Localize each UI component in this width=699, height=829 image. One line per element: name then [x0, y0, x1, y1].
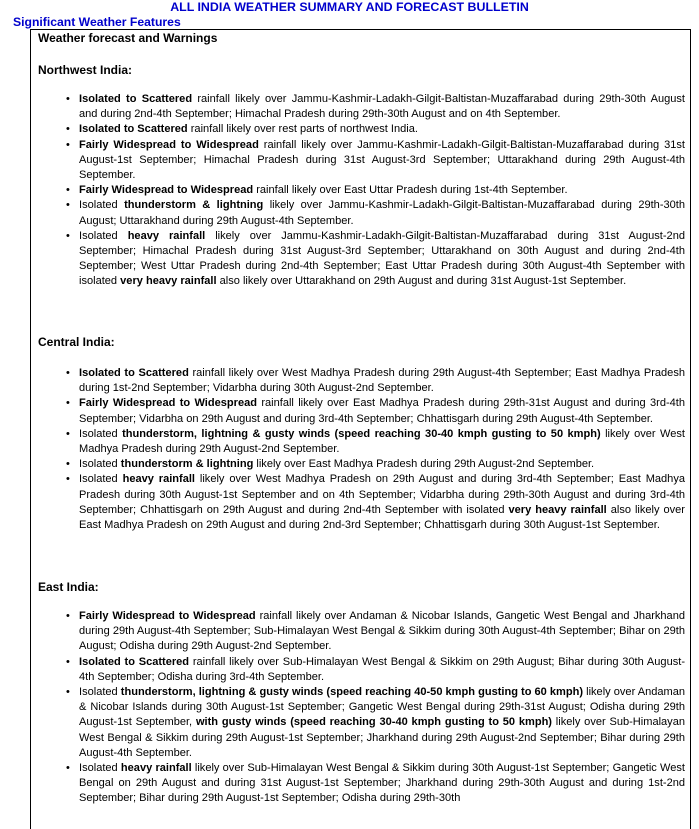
- item-text: likely over Jammu-Kashmir-Ladakh-Gilgit-Baltistan-Muzaffarabad during 31st August-2nd September; Himachal Pradesh during 31st August-3rd September; Uttarakhand on 30th August and during 2nd-4th September; West Uttar Pradesh during 2nd-4th September; East Uttar Pradesh during 30th August-4th September with isolated: [79, 229, 685, 288]
- emphasis-text: Fairly Widespread to Widespread: [79, 138, 259, 151]
- central-list: [0, 366, 699, 533]
- bullet-icon: •: [66, 762, 70, 775]
- bullet-icon: •: [66, 367, 70, 379]
- emphasis-text: Fairly Widespread to Widespread: [79, 397, 257, 410]
- bullet-icon: •: [66, 93, 70, 105]
- item-text: likely over Sub-Himalayan West Bengal & Sikkim during 30th August-1st September; Gangetic West Bengal on 29th August and during 31st August-1st September; Jharkhand during 29th-30th August and during 1st-2nd September; Bihar during 29th August-1st September; Odisha during 29th-30th: [79, 762, 685, 805]
- east-list: [0, 609, 699, 807]
- item-text: rainfall likely over Jammu-Kashmir-Ladakh-Gilgit-Baltistan-Muzaffarabad during 29th-30th August and during 2nd-4th September; Himachal Pradesh during 29th-30th August and on 4th September.: [79, 93, 685, 121]
- item-text: rainfall likely over Sub-Himalayan West Bengal & Sikkim on 29th August; Bihar during 30th August-4th September; Odisha during 3rd-4th September.: [79, 655, 685, 683]
- section-subtitle: Significant Weather Features: [13, 15, 181, 29]
- emphasis-text: heavy rainfall: [122, 473, 196, 486]
- item-text: Isolated: [79, 427, 123, 440]
- item-text: also likely over Uttarakhand on 29th August and during 31st August-1st September.: [216, 275, 627, 288]
- item-text: likely over East Madhya Pradesh during 29th August-2nd September.: [253, 458, 595, 471]
- bullet-icon: •: [66, 138, 70, 151]
- bulletin-item: [0, 229, 699, 290]
- emphasis-text: very heavy rainfall: [120, 275, 217, 288]
- bulletin-item: [0, 396, 699, 426]
- emphasis-text: Isolated to Scattered: [79, 655, 190, 668]
- item-text: rainfall likely over West Madhya Pradesh during 29th August-4th September; East Madhya Pradesh during 1st-2nd September; Vidarbha during 30th August-2nd September.: [79, 367, 685, 395]
- bullet-icon: •: [66, 184, 70, 197]
- bulletin-item: [0, 457, 699, 472]
- bulletin-item: [0, 761, 699, 807]
- emphasis-text: heavy rainfall: [127, 229, 206, 242]
- bullet-icon: •: [66, 123, 70, 136]
- emphasis-text: thunderstorm, lightning & gusty winds (speed reaching 30-40 kmph gusting to 50 kmph): [122, 427, 601, 440]
- item-text: likely over Sub-Himalayan West Bengal & Sikkim during 29th August-1st September; Jharkhand during 29th August-2nd September; Bihar during 29th August-4th September.: [79, 716, 685, 759]
- item-text: rainfall likely over Andaman & Nicobar Islands, Gangetic West Bengal and Jharkhand during 29th August-4th September; Sub-Himalayan West Bengal & Sikkim during 30th August-4th September; Bihar on 29th August; Odisha during 29th August-2nd September.: [79, 610, 685, 653]
- item-text: likely over West Madhya Pradesh during 29th August-2nd September.: [79, 427, 685, 456]
- bulletin-item: [0, 472, 699, 533]
- bulletin-item: [0, 609, 699, 655]
- bulletin-item: [0, 92, 699, 122]
- bullet-icon: •: [66, 427, 70, 440]
- bulletin-item: [0, 138, 699, 184]
- item-text: also likely over East Madhya Pradesh on 29th August and during 2nd-3rd September; Chhattisgarh during 30th August-1st September.: [79, 503, 685, 532]
- emphasis-text: Isolated to Scattered: [79, 93, 193, 105]
- section-heading-east: East India:: [38, 580, 99, 594]
- emphasis-text: Fairly Widespread to Widespread: [79, 184, 254, 197]
- item-text: Isolated: [79, 458, 121, 471]
- emphasis-text: Isolated to Scattered: [79, 123, 188, 136]
- emphasis-text: thunderstorm & lightning: [120, 458, 254, 471]
- item-text: likely over West Madhya Pradesh on 29th August and during 3rd-4th September; East Madhya Pradesh during 30th August-1st September and on 4th September; Vidarbha during 29th-30th August and during 3rd-4th September; Chhattisgarh on 29th August and during 2nd-4th September with isolated: [79, 473, 685, 516]
- bullet-icon: •: [66, 199, 70, 212]
- bulletin-item: [0, 366, 699, 396]
- bullet-icon: •: [66, 686, 70, 699]
- item-text: Isolated: [79, 762, 121, 775]
- item-text: likely over Andaman & Nicobar Islands during 30th August-1st September; Gangetic West Bengal during 29th-31st August; Odisha during 29th August-1st September,: [79, 686, 685, 729]
- item-text: rainfall likely over East Madhya Pradesh during 29th-31st August and during 3rd-4th September; Vidarbha on 29th August and during 3rd-4th September; Chhattisgarh during 29th August-4th September.: [79, 397, 686, 425]
- item-text: rainfall likely over Jammu-Kashmir-Ladakh-Gilgit-Baltistan-Muzaffarabad during 31st August-1st September; Himachal Pradesh during 31st August-3rd September; Uttarakhand during 29th August-4th September.: [79, 138, 685, 182]
- item-text: rainfall likely over East Uttar Pradesh during 1st-4th September.: [253, 184, 568, 197]
- bullet-icon: •: [66, 397, 70, 410]
- emphasis-text: Fairly Widespread to Widespread: [79, 610, 256, 622]
- northwest-list: [0, 92, 699, 290]
- section-heading-northwest: Northwest India:: [38, 63, 133, 77]
- bulletin-item: [0, 183, 699, 198]
- emphasis-text: very heavy rainfall: [508, 503, 607, 516]
- emphasis-text: with gusty winds (speed reaching 30-40 kmph gusting to 50 kmph): [195, 716, 552, 729]
- bullet-icon: •: [66, 610, 70, 622]
- bulletin-item: [0, 685, 699, 761]
- emphasis-text: thunderstorm & lightning: [124, 199, 264, 212]
- bullet-icon: •: [66, 458, 70, 471]
- section-heading-central: Central India:: [38, 335, 115, 349]
- bulletin-item: [0, 427, 699, 457]
- bulletin-title: ALL INDIA WEATHER SUMMARY AND FORECAST BULLETIN: [170, 0, 529, 14]
- bulletin-item: [0, 655, 699, 685]
- emphasis-text: heavy rainfall: [120, 762, 192, 775]
- main-heading: Weather forecast and Warnings: [38, 31, 218, 45]
- bullet-icon: •: [66, 473, 70, 486]
- item-text: likely over Jammu-Kashmir-Ladakh-Gilgit-Baltistan-Muzaffarabad during 29th-30th August; Uttarakhand during 29th August-4th September.: [79, 199, 686, 227]
- bullet-icon: •: [66, 229, 70, 242]
- emphasis-text: thunderstorm, lightning & gusty winds (speed reaching 40-50 kmph gusting to 60 kmph): [120, 686, 584, 699]
- emphasis-text: Isolated to Scattered: [79, 367, 189, 379]
- item-text: Isolated: [79, 686, 121, 699]
- item-text: Isolated: [79, 229, 128, 242]
- item-text: Isolated: [79, 199, 125, 212]
- bulletin-item: [0, 198, 699, 228]
- item-text: rainfall likely over rest parts of northwest India.: [187, 123, 418, 136]
- item-text: Isolated: [79, 473, 123, 486]
- bulletin-item: [0, 122, 699, 137]
- bullet-icon: •: [66, 655, 70, 668]
